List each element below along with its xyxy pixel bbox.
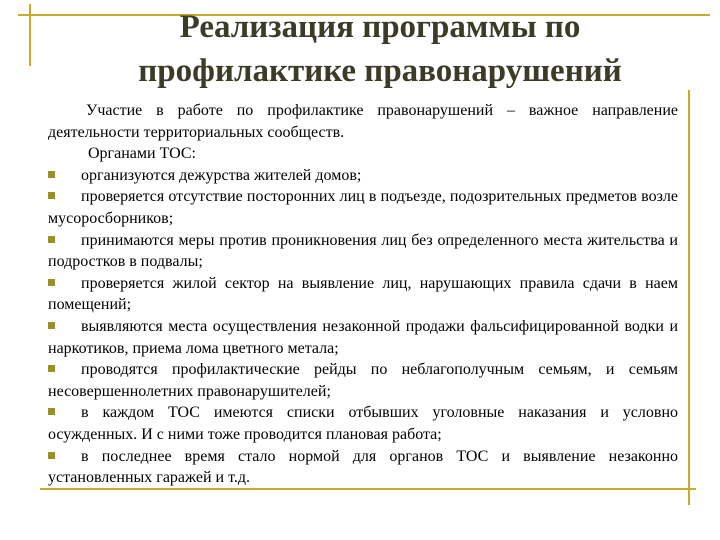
- bullet-item: [48, 230, 678, 273]
- bullet-item: [48, 186, 678, 229]
- bullet-item: [48, 402, 678, 445]
- bullet-item: [48, 446, 678, 489]
- bullet-text: проверяется отсутствие посторонних лиц в подъезде, подозрительных предметов возле мусоросборников;: [48, 188, 678, 227]
- slide-title-line-2: профилактике правонарушений: [138, 53, 622, 89]
- bullet-text: в каждом ТОС имеются списки отбывших уголовные наказания и условно осужденных. И с ними тоже проводится плановая работа;: [48, 404, 678, 443]
- square-bullet-icon: [48, 452, 55, 459]
- bullet-item: [48, 273, 678, 316]
- bullet-text: выявляются места осуществления незаконной продажи фальсифицированной водки и наркотиков, приема лома цветного метала;: [48, 317, 678, 357]
- square-bullet-icon: [48, 171, 55, 178]
- square-bullet-icon: [48, 279, 55, 286]
- square-bullet-icon: [48, 192, 55, 199]
- subhead: Органами ТОС:: [88, 145, 196, 163]
- bullet-text: проверяется жилой сектор на выявление лиц, нарушающих правила сдачи в наем помещений;: [48, 274, 678, 314]
- intro-paragraph: Участие в работе по профилактике правонарушений – важное направление деятельности территориальных сообществ.: [48, 102, 678, 141]
- frame-line-right: [688, 90, 690, 505]
- square-bullet-icon: [48, 322, 55, 329]
- square-bullet-icon: [48, 408, 55, 415]
- bullet-item: [48, 165, 678, 187]
- bullet-item: [48, 359, 678, 402]
- square-bullet-icon: [48, 236, 55, 243]
- slide-body: [48, 100, 678, 489]
- bullet-text: проводятся профилактические рейды по неблагополучным семьям, и семьям несовершеннолетних правонарушителей;: [48, 361, 678, 400]
- frame-line-left: [29, 4, 31, 66]
- slide-title: [40, 5, 720, 93]
- bullet-item: [48, 316, 678, 359]
- square-bullet-icon: [48, 365, 55, 372]
- slide-title-line-1: Реализация программы по: [179, 9, 581, 45]
- bullet-text: организуются дежурства жителей домов;: [81, 166, 362, 184]
- bullet-text: принимаются меры против проникновения лиц без определенного места жительства и подростков в подвалы;: [48, 231, 678, 271]
- bullet-text: в последнее время стало нормой для органов ТОС и выявление незаконно установленных гаражей и т.д.: [48, 447, 678, 487]
